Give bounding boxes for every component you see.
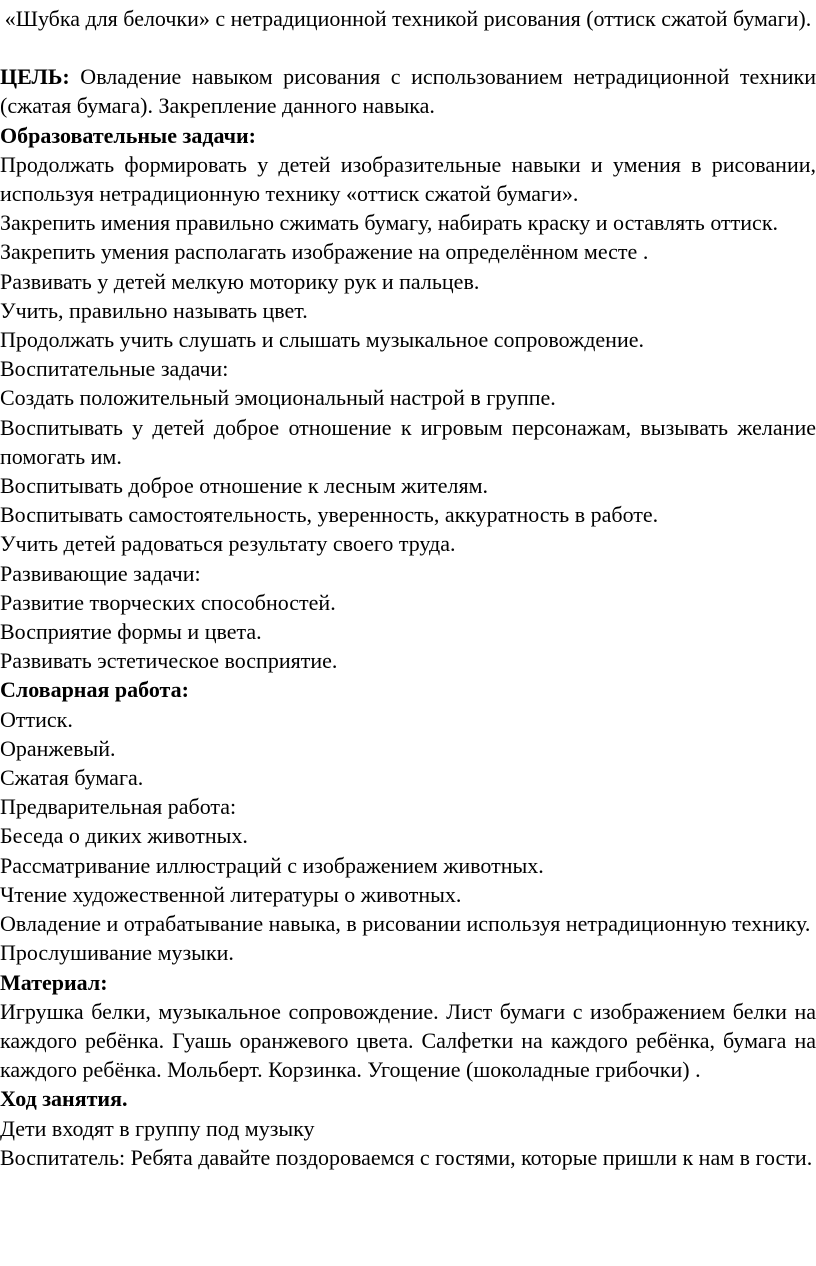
lesson-item: Воспитатель: Ребята давайте поздороваемся с гостями, которые пришли к нам в гости.: [0, 1144, 813, 1170]
goal-label: ЦЕЛЬ:: [0, 64, 70, 90]
educational-item: Продолжать формировать у детей изобразительные навыки и умения в рисовании, используя нетрадиционную технику «оттиск сжатой бумаги».: [0, 151, 816, 207]
preliminary-item: Беседа о диких животных.: [0, 823, 248, 849]
educational-item: Закрепить умения располагать изображение на определённом месте .: [0, 239, 649, 265]
upbringing-item: Создать положительный эмоциональный настрой в группе.: [0, 385, 556, 411]
upbringing-heading: Воспитательные задачи:: [0, 356, 229, 382]
upbringing-item: Учить детей радоваться результату своего труда.: [0, 531, 456, 557]
vocabulary-item: Сжатая бумага.: [0, 765, 144, 791]
goal-text: Овладение навыком рисования с использованием нетрадиционной техники (сжатая бумага). Закрепление данного навыка.: [0, 64, 816, 119]
document-title: «Шубка для белочки» с нетрадиционной техникой рисования (оттиск сжатой бумаги).: [4, 6, 812, 31]
educational-heading: Образовательные задачи:: [0, 122, 256, 148]
upbringing-item: Воспитывать у детей доброе отношение к игровым персонажам, вызывать желание помогать им.: [0, 414, 816, 469]
goal-paragraph: [0, 62, 816, 120]
upbringing-item: Воспитывать доброе отношение к лесным жителям.: [0, 473, 488, 499]
material-heading: Материал:: [0, 969, 108, 995]
educational-item: Учить, правильно называть цвет.: [0, 297, 308, 323]
educational-item: Продолжать учить слушать и слышать музыкальное сопровождение.: [0, 327, 644, 353]
developing-item: Развитие творческих способностей.: [0, 589, 336, 615]
developing-item: Восприятие формы и цвета.: [0, 619, 262, 645]
lesson-item: Дети входят в группу под музыку: [0, 1115, 315, 1141]
lesson-heading: Ход занятия.: [0, 1086, 128, 1112]
developing-item: Развивать эстетическое восприятие.: [0, 648, 338, 674]
preliminary-heading: Предварительная работа:: [0, 794, 237, 820]
preliminary-item: Прослушивание музыки.: [0, 940, 234, 966]
vocabulary-item: Оранжевый.: [0, 735, 116, 761]
educational-item: Развивать у детей мелкую моторику рук и пальцев.: [0, 268, 480, 294]
preliminary-item: Рассматривание иллюстраций с изображением животных.: [0, 852, 544, 878]
vocabulary-heading: Словарная работа:: [0, 677, 189, 703]
developing-heading: Развивающие задачи:: [0, 560, 201, 586]
vocabulary-item: Оттиск.: [0, 706, 73, 732]
preliminary-item: Овладение и отрабатывание навыка, в рисовании используя нетрадиционную технику.: [0, 911, 811, 937]
material-text: Игрушка белки, музыкальное сопровождение. Лист бумаги с изображением белки на каждого ребёнка. Гуашь оранжевого цвета. Салфетки на каждого ребёнка, бумага на каждого ребёнка. Мольберт. Корзинка. Угощение (шоколадные грибочки) .: [0, 998, 816, 1083]
upbringing-item: Воспитывать самостоятельность, уверенность, аккуратность в работе.: [0, 502, 659, 528]
educational-item: Закрепить имения правильно сжимать бумагу, набирать краску и оставлять оттиск.: [0, 210, 779, 236]
preliminary-item: Чтение художественной литературы о животных.: [0, 881, 462, 907]
spacer: [0, 33, 816, 62]
